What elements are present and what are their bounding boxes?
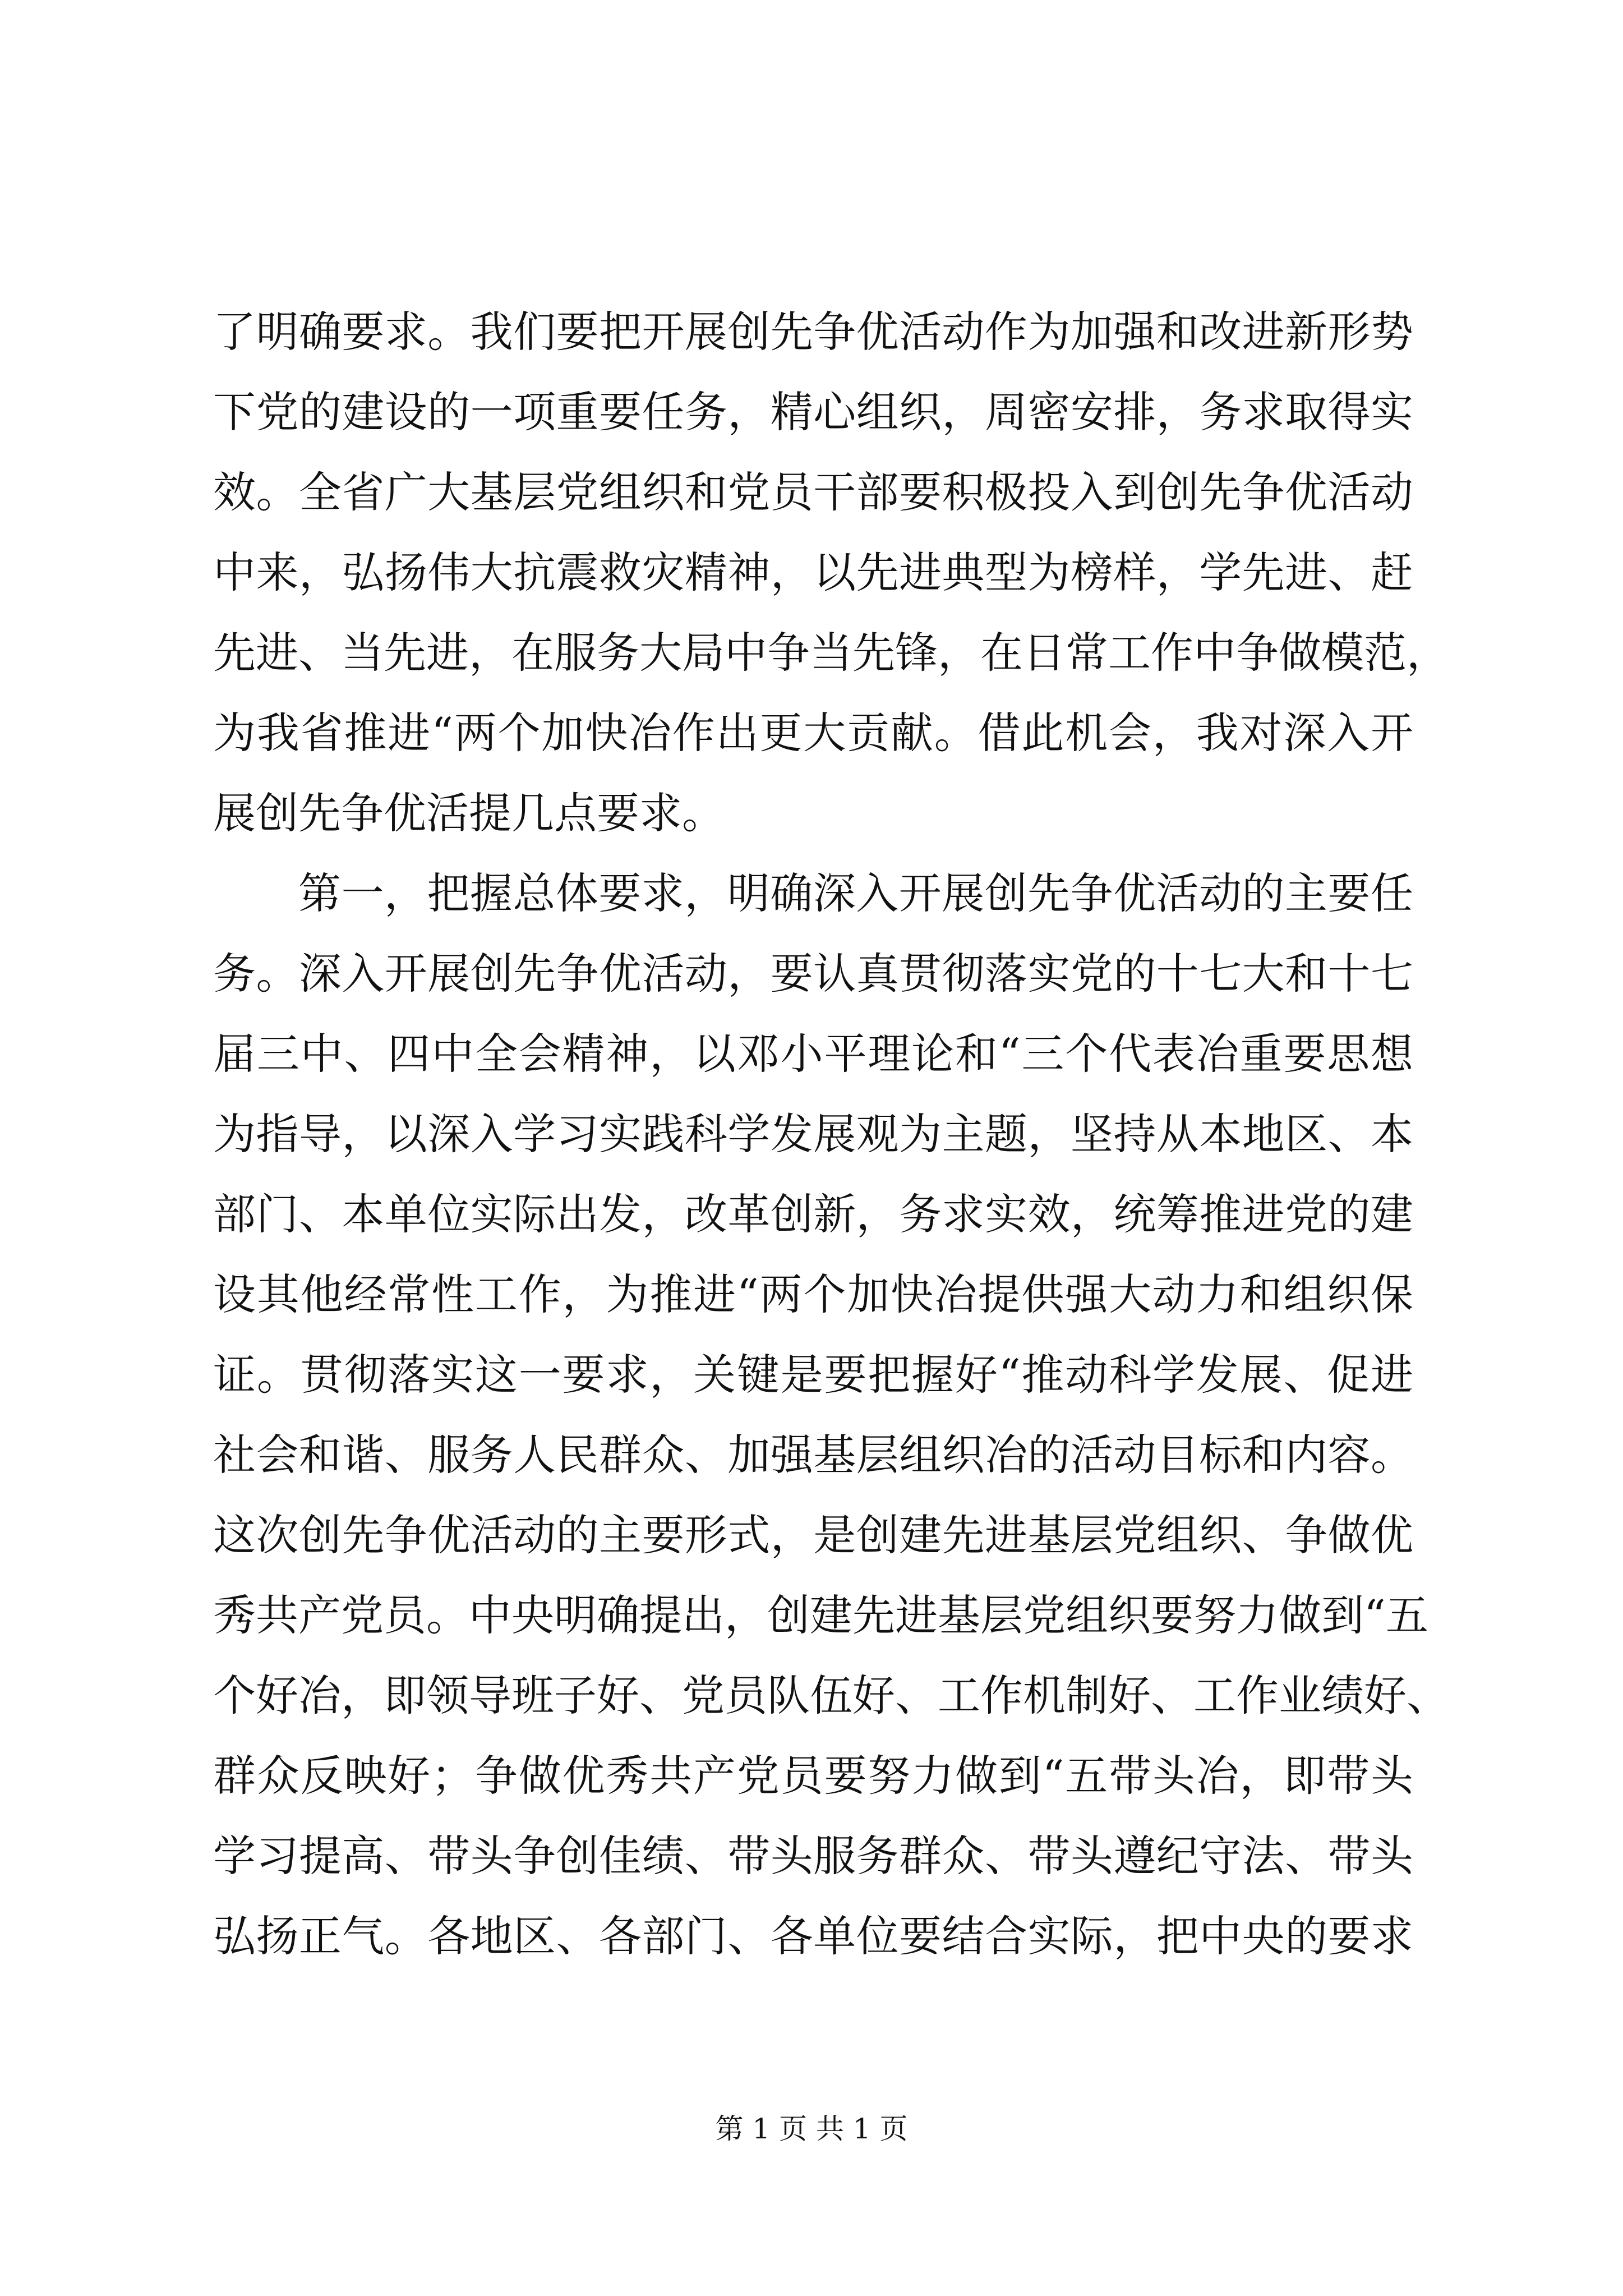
text-line: 下党的建设的一项重要任务，精心组织，周密安排，务求取得实 xyxy=(213,387,1413,437)
text-line: 秀共产党员。中央明确提出，创建先进基层党组织要努力做到“五 xyxy=(213,1590,1428,1640)
text-line: 个好冶，即领导班子好、党员队伍好、工作机制好、工作业绩好、 xyxy=(213,1671,1449,1720)
text-line xyxy=(213,1976,1413,2056)
text-line: 届三中、四中全会精神，以邓小平理论和“三个代表冶重要思想 xyxy=(213,1029,1413,1079)
text-line: 效。全省广大基层党组织和党员干部要积极投入到创先争优活动 xyxy=(213,467,1413,517)
text-line: 这次创先争优活动的主要形式，是创建先进基层党组织、争做优 xyxy=(213,1510,1413,1560)
text-line: 学习提高、带头争创佳绩、带头服务群众、带头遵纪守法、带头 xyxy=(213,1831,1413,1881)
text-line: 部门、本单位实际出发，改革创新，务求实效，统筹推进党的建 xyxy=(213,1189,1413,1239)
paragraph-2 xyxy=(213,853,1449,2056)
page-footer: 第 1 页 共 1 页 xyxy=(715,2113,908,2145)
text-line: 证。贯彻落实这一要求，关键是要把握好“推动科学发展、促进 xyxy=(213,1350,1413,1400)
text-line: 展创先争优活提几点要求。 xyxy=(213,788,725,838)
text-line: 弘扬正气。各地区、各部门、各单位要结合实际，把中央的要求 xyxy=(213,1911,1413,1961)
text-line: 为指导，以深入学习实践科学发展观为主题，坚持从本地区、本 xyxy=(213,1109,1413,1159)
text-line: 务。深入开展创先争优活动，要认真贯彻落实党的十七大和十七 xyxy=(213,949,1413,999)
text-line: 设其他经常性工作，为推进“两个加快冶提供强大动力和组织保 xyxy=(213,1269,1413,1319)
text-line: 社会和谐、服务人民群众、加强基层组织冶的活动目标和内容。 xyxy=(213,1430,1413,1480)
paragraph-1 xyxy=(213,292,1449,853)
text-line: 中来，弘扬伟大抗震救灾精神，以先进典型为榜样，学先进、赶 xyxy=(213,547,1413,597)
text-line: 群众反映好；争做优秀共产党员要努力做到“五带头冶，即带头 xyxy=(213,1751,1413,1801)
text-line: 了明确要求。我们要把开展创先争优活动作为加强和改进新形势 xyxy=(213,307,1413,357)
text-line: 先进、当先进，在服务大局中争当先锋，在日常工作中争做模范， xyxy=(213,628,1449,678)
text-line: 为我省推进“两个加快冶作出更大贡献。借此机会，我对深入开 xyxy=(213,708,1413,758)
text-line: 第一，把握总体要求，明确深入开展创先争优活动的主要任 xyxy=(298,868,1413,918)
document-body xyxy=(213,292,1449,2056)
